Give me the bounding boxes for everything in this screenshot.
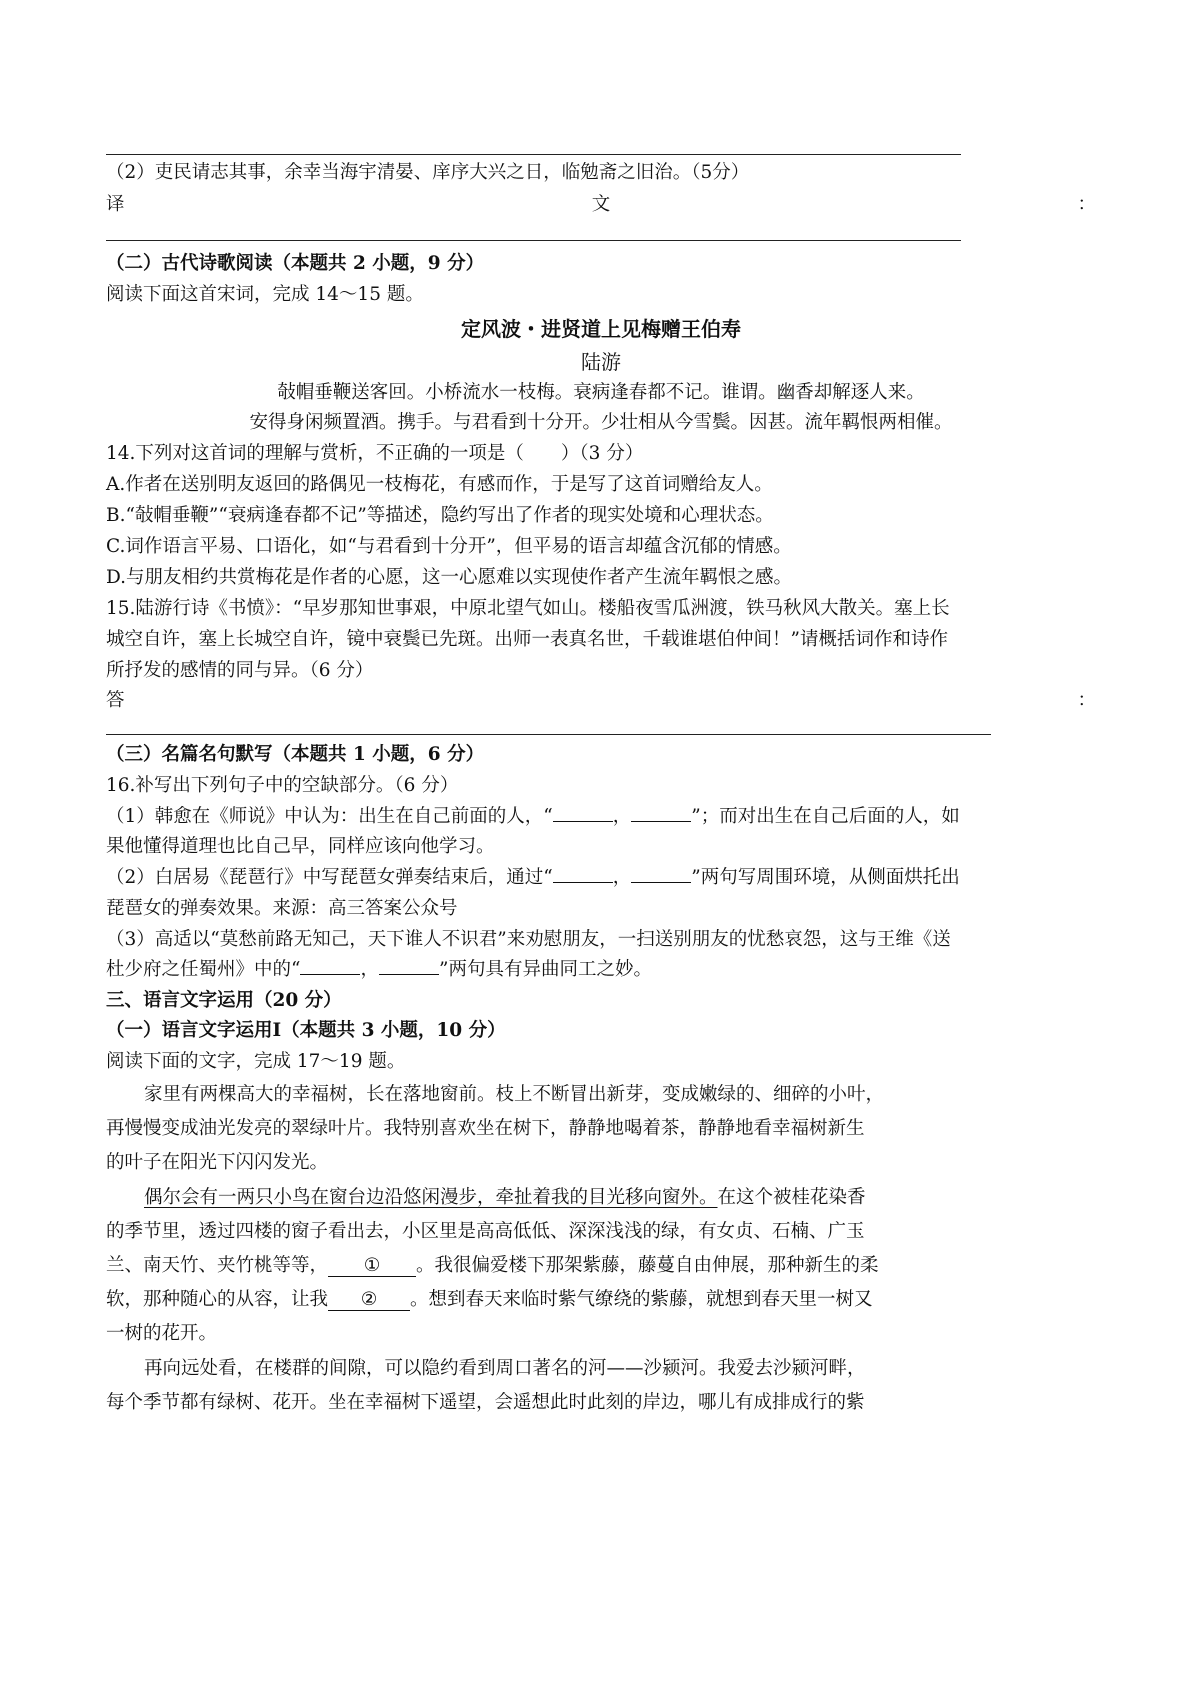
section-heading: （三）名篇名句默写（本题共 1 小题，6 分） <box>106 744 485 765</box>
part-heading: 三、语言文字运用（20 分） <box>106 990 342 1011</box>
label-colon: ： <box>1077 690 1096 711</box>
passage-line: 的叶子在阳光下闪闪发光。 <box>106 1152 329 1173</box>
question-16-3: 杜少府之任蜀州》中的“ ， ”两句具有异曲同工之妙。 <box>106 959 652 980</box>
passage-line: 一树的花开。 <box>106 1323 218 1344</box>
passage-line: 家里有两棵高大的幸福树，长在落地窗前。枝上不断冒出新芽，变成嫩绿的、细碎的小叶， <box>144 1084 885 1105</box>
question-16-2: （2）白居易《琵琶行》中写琵琶女弹奏结束后，通过“ ， ”两句写周围环境，从侧面烘托出 <box>106 867 960 888</box>
answer-rule <box>106 154 961 155</box>
passage-line: 兰、南天竹、夹竹桃等等， ① 。我很偏爱楼下那架紫藤，藤蔓自由伸展，那种新生的柔 <box>106 1255 879 1276</box>
label-yi: 译 <box>106 194 125 215</box>
label-wen: 文 <box>591 194 611 215</box>
option-c: C.词作语言平易、口语化，如“与君看到十分开”，但平易的语言却蕴含沉郁的情感。 <box>106 536 792 557</box>
passage-line: 的季节里，透过四楼的窗子看出去，小区里是高高低低、深深浅浅的绿，有女贞、石楠、广玉 <box>106 1221 865 1242</box>
question-16-3: （3）高适以“莫愁前路无知己，天下谁人不识君”来劝慰朋友，一扫送别朋友的忧愁哀怨，这与王维《送 <box>106 929 951 950</box>
instruction: 阅读下面这首宋词，完成 14～15 题。 <box>106 284 424 305</box>
passage-line: 偶尔会有一两只小鸟在窗台边沿悠闲漫步，牵扯着我的目光移向窗外。在这个被桂花染香 <box>144 1187 866 1208</box>
answer-label <box>106 688 1096 714</box>
fill-blank[interactable] <box>379 974 439 975</box>
option-a: A.作者在送别明友返回的路偶见一枝梅花，有感而作，于是写了这首词赠给友人。 <box>106 474 773 495</box>
question-15: 城空自许，塞上长城空自许，镜中衰鬓已先斑。出师一表真名世，千载谁堪伯仲间！”请概括词作和诗作 <box>106 629 948 650</box>
question-16-2: 琵琶女的弹奏效果。来源：高三答案公众号 <box>106 898 458 919</box>
fill-blank[interactable] <box>553 882 613 883</box>
question-14: 14.下列对这首词的理解与赏析，不正确的一项是（ ）（3 分） <box>106 443 644 464</box>
label-colon: ： <box>1077 194 1096 215</box>
blank-1[interactable]: ① <box>328 1256 416 1277</box>
poem-title: 定风波・进贤道上见梅赠王伯寿 <box>461 317 741 341</box>
section-heading: （二）古代诗歌阅读（本题共 2 小题，9 分） <box>106 253 485 274</box>
passage-line: 再慢慢变成油光发亮的翠绿叶片。我特别喜欢坐在树下，静静地喝着茶，静静地看幸福树新生 <box>106 1118 865 1139</box>
answer-rule <box>106 240 961 241</box>
question-13-2: （2）吏民请志其事，余幸当海宇清晏、庠序大兴之日，临勉斋之旧治。（5分） <box>106 162 750 183</box>
question-16: 16.补写出下列句子中的空缺部分。（6 分） <box>106 775 459 796</box>
question-15: 所抒发的感情的同与异。（6 分） <box>106 660 374 681</box>
question-16-1: 果他懂得道理也比自己早，同样应该向他学习。 <box>106 836 495 857</box>
passage-line: 再向远处看，在楼群的间隙，可以隐约看到周口著名的河——沙颍河。我爱去沙颍河畔， <box>144 1358 866 1379</box>
fill-blank[interactable] <box>553 821 613 822</box>
passage-line: 软，那种随心的从容，让我 ② 。想到春天来临时紫气缭绕的紫藤，就想到春天里一树又 <box>106 1289 873 1310</box>
option-b: B.“敧帽垂鞭”“衰病逢春都不记”等描述，隐约写出了作者的现实处境和心理状态。 <box>106 505 774 526</box>
translation-label <box>106 192 1096 218</box>
question-15: 15.陆游行诗《书愤》：“早岁那知世事艰，中原北望气如山。楼船夜雪瓜洲渡，铁马秋风大散关。塞上长 <box>106 598 950 619</box>
label-da: 答 <box>106 690 125 711</box>
blank-2[interactable]: ② <box>328 1290 410 1311</box>
fill-blank[interactable] <box>631 882 691 883</box>
poem-line: 敧帽垂鞭送客回。小桥流水一枝梅。衰病逢春都不记。谁谓。幽香却解逐人来。 <box>277 382 925 403</box>
poem-author: 陆游 <box>581 350 621 374</box>
instruction: 阅读下面的文字，完成 17～19 题。 <box>106 1051 406 1072</box>
answer-rule <box>106 734 991 735</box>
question-16-1: （1）韩愈在《师说》中认为：出生在自己前面的人，“ ， ”；而对出生在自己后面的人，如 <box>106 806 960 827</box>
passage-line: 每个季节都有绿树、花开。坐在幸福树下遥望，会遥想此时此刻的岸边，哪儿有成排成行的紫 <box>106 1392 865 1413</box>
underlined-sentence: 偶尔会有一两只小鸟在窗台边沿悠闲漫步，牵扯着我的目光移向窗外。 <box>144 1187 718 1208</box>
option-d: D.与朋友相约共赏梅花是作者的心愿，这一心愿难以实现使作者产生流年羁恨之感。 <box>106 567 793 588</box>
section-heading: （一）语言文字运用Ⅰ（本题共 3 小题，10 分） <box>106 1020 506 1041</box>
fill-blank[interactable] <box>300 974 360 975</box>
fill-blank[interactable] <box>631 821 691 822</box>
poem-line: 安得身闲频置酒。携手。与君看到十分开。少壮相从今雪鬓。因甚。流年羁恨两相催。 <box>249 412 953 433</box>
